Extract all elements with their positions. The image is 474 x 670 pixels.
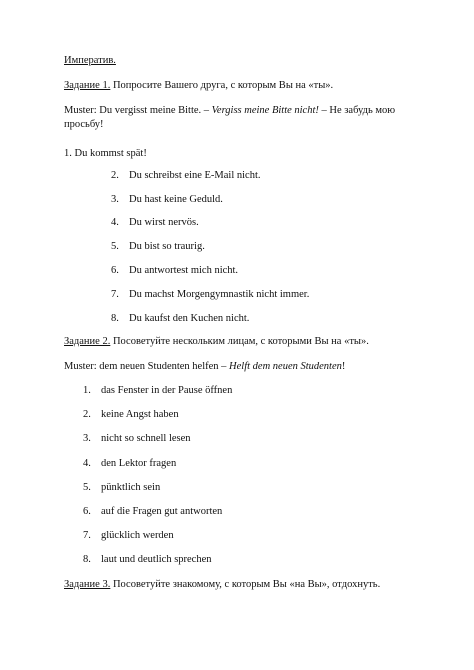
task2-item (83, 505, 222, 518)
item-text: Du bist so traurig. (129, 241, 205, 252)
task1-muster-prefix: Muster: Du vergisst meine Bitte. – (64, 105, 212, 116)
task2-item (83, 529, 174, 542)
page-heading: Императив. (64, 55, 116, 66)
item-number: 2. (83, 409, 91, 420)
item-text: das Fenster in der Pause öffnen (101, 385, 233, 396)
task1-item (111, 216, 199, 229)
task1-text: Попросите Вашего друга, с которым Вы на «ты». (110, 80, 334, 91)
item-number: 8. (83, 554, 91, 565)
item-number: 8. (111, 313, 119, 324)
task2-muster (64, 360, 345, 373)
task3-text: Посоветуйте знакомому, с которым Вы «на Вы», отдохнуть. (110, 579, 381, 590)
item-text: Du hast keine Geduld. (129, 194, 223, 205)
task2-instruction (64, 335, 369, 348)
item-number: 7. (83, 530, 91, 541)
task2-item (83, 457, 176, 470)
item-number: 4. (83, 458, 91, 469)
task1-label: Задание 1. (64, 80, 111, 91)
item-text: glücklich werden (101, 530, 174, 541)
item-text: Du schreibst eine E-Mail nicht. (129, 170, 261, 181)
item-text: pünktlich sein (101, 482, 161, 493)
task2-text: Посоветуйте нескольким лицам, с которыми Вы на «ты». (110, 336, 369, 347)
item-number: 1. (83, 385, 91, 396)
item-number: 6. (83, 506, 91, 517)
item-text: Du kommst spät! (74, 148, 147, 159)
task1-muster-italic: Vergiss meine Bitte nicht! (211, 105, 319, 116)
item-number: 3. (83, 433, 91, 444)
item-number: 7. (111, 289, 119, 300)
item-text: keine Angst haben (101, 409, 179, 420)
item-text: den Lektor fragen (101, 458, 177, 469)
task3-label: Задание 3. (64, 579, 111, 590)
task1-item (64, 147, 147, 160)
task3-instruction (64, 578, 380, 591)
task1-item (111, 193, 223, 206)
item-number: 6. (111, 265, 119, 276)
item-number: 2. (111, 170, 119, 181)
task1-muster-suffix: – Не забудь мою просьбу! (64, 105, 396, 130)
task1-item (111, 169, 261, 182)
task1-muster (64, 104, 414, 132)
task1-item (111, 288, 309, 301)
item-text: nicht so schnell lesen (101, 433, 191, 444)
item-text: Du wirst nervös. (129, 217, 199, 228)
task2-item (83, 384, 232, 397)
task1-item (111, 264, 238, 277)
task2-item (83, 432, 191, 445)
task2-muster-suffix: ! (341, 361, 346, 372)
task2-item (83, 408, 179, 421)
item-number: 5. (83, 482, 91, 493)
task2-label: Задание 2. (64, 336, 111, 347)
task2-item (83, 553, 212, 566)
item-text: laut und deutlich sprechen (101, 554, 212, 565)
item-text: auf die Fragen gut antworten (101, 506, 223, 517)
task1-instruction (64, 79, 333, 92)
task2-item (83, 481, 160, 494)
task1-item (111, 240, 205, 253)
task2-muster-prefix: Muster: dem neuen Studenten helfen – (64, 361, 230, 372)
item-number: 4. (111, 217, 119, 228)
item-number: 3. (111, 194, 119, 205)
task1-item (111, 312, 249, 325)
task2-muster-italic: Helft dem neuen Studenten (229, 361, 342, 372)
item-text: Du kaufst den Kuchen nicht. (129, 313, 250, 324)
item-text: Du machst Morgengymnastik nicht immer. (129, 289, 310, 300)
item-text: Du antwortest mich nicht. (129, 265, 239, 276)
item-number: 1. (64, 148, 72, 159)
item-number: 5. (111, 241, 119, 252)
